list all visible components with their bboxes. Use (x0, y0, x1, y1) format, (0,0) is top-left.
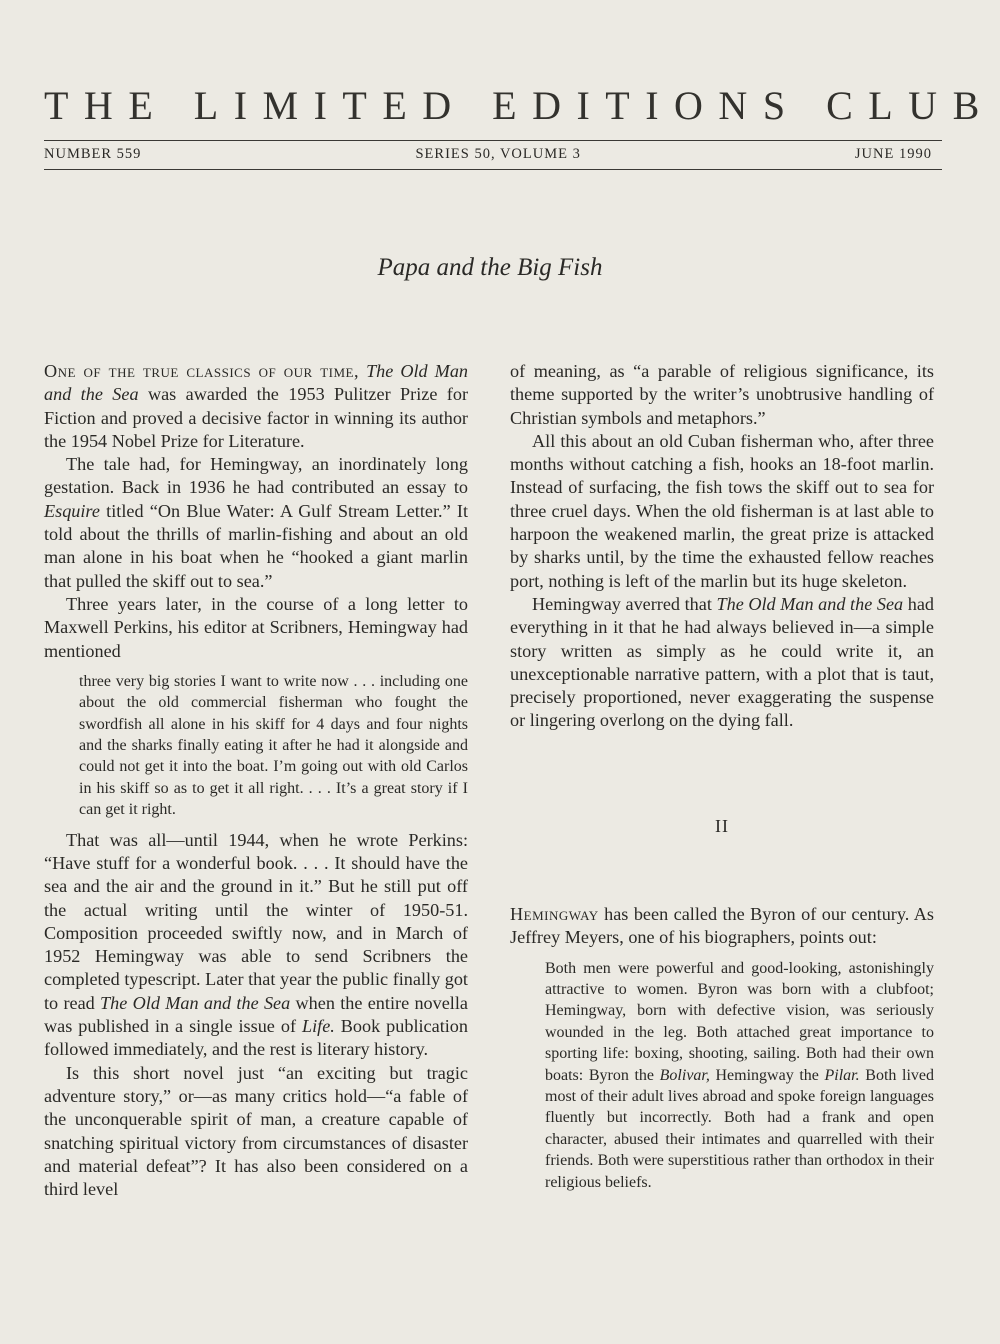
right-column (510, 360, 934, 733)
paragraph (510, 903, 934, 950)
text: Both lived most of their adult lives abroad and spoke foreign languages fluently but incorrectly. Both had a frank and open character, abused their intimates and quarrelled with their friends. Both were superstitious rather than orthodox in their religious beliefs. (545, 1066, 935, 1191)
text: Hemingway the (709, 1066, 825, 1084)
paragraph (44, 453, 468, 593)
book-title: The Old Man and the Sea (716, 593, 904, 614)
text: was awarded the 1953 Pulitzer Prize for Fiction and proved a decisive factor in winning its author the 1954 Nobel Prize for Literature. (44, 384, 469, 451)
block-quote: three very big stories I want to write now . . . including one about the old commercial fisherman who fought the swordfish all alone in his skiff for 4 days and four nights and the sharks finally eating it after he had it alongside and could not get it into the boat. I’m going out with old Carlos in his skiff so as to get it all right. . . . It’s a great story if I can get it right. (79, 672, 468, 819)
magazine-title: Life. (301, 1016, 335, 1037)
issue-info-row (44, 146, 932, 163)
issue-date: JUNE 1990 (854, 146, 932, 162)
section-number: II (715, 816, 729, 836)
right-column-section-two (510, 903, 934, 1201)
text: has been called the Byron of our century. As Jeffrey Meyers, one of his biographers, points out: (510, 904, 934, 948)
issue-number: NUMBER 559 (44, 146, 142, 162)
text: The tale had, for Hemingway, an inordinately long gestation. Back in 1936 he had contributed an essay to (44, 454, 468, 498)
left-column (44, 360, 468, 1201)
text: when the entire novella was published in a single issue of (44, 992, 468, 1037)
paragraph (44, 360, 468, 453)
paragraph (44, 829, 468, 1062)
magazine-title: Esquire (44, 500, 100, 521)
top-rule (44, 140, 942, 141)
paragraph: Three years later, in the course of a long letter to Maxwell Perkins, his editor at Scribners, Hemingway had mentioned (44, 593, 468, 661)
text: Hemingway averred that (532, 593, 717, 614)
article-title: Papa and the Big Fish (377, 254, 603, 281)
boat-name: Pilar. (824, 1066, 860, 1084)
paragraph (510, 593, 934, 733)
masthead: THE LIMITED EDITIONS CLUB (44, 83, 995, 128)
block-quote (545, 958, 934, 1193)
issue-series: SERIES 50, VOLUME 3 (415, 146, 581, 162)
boat-name: Bolivar, (659, 1066, 710, 1084)
paragraph: Is this short novel just “an exciting but tragic adventure story,” or—as many critics hold—“a fable of the unconquerable spirit of man, a creature capable of snatching spiritual victory from circumstances of disaster and material defeat”? It has also been considered on a third level (44, 1062, 468, 1200)
bottom-rule (44, 169, 942, 170)
paragraph: of meaning, as “a parable of religious significance, its theme supported by the writer’s unobtrusive handling of Christian symbols and metaphors.” (510, 361, 934, 428)
text: Both men were powerful and good-looking, astonishingly attractive to women. Byron was born with a clubfoot; Hemingway, born with defective vision, was seriously wounded in the leg. Both attached great importance to sporting life: boxing, shooting, sailing. Both had their own boats: Byron the (545, 959, 934, 1084)
book-title: The Old Man and the Sea (100, 992, 291, 1013)
text: titled “On Blue Water: A Gulf Stream Letter.” It told about the thrills of marlin-fishing and about an old man alone in his boat when he “hooked a giant marlin that pulled the skiff out to sea.” (44, 500, 468, 591)
text: Book publication followed immediately, and the rest is literary history. (44, 1016, 468, 1060)
text: That was all—until 1944, when he wrote Perkins: “Have stuff for a wonderful book. . . . It should have the sea and the air and the ground in it.” But he still put off the actual writing until the winter of 1950-51. Composition proceeded swiftly now, and in March of 1952 Hemingway was able to send Scribners the completed typescript. Later that year the public finally got to read (44, 829, 468, 1013)
lead-in: One of the true classics of our time, (44, 361, 360, 381)
text: had everything in it that he had always believed in—a simple story written as simply as he could write it, an unexceptionable narrative pattern, with a plot that is taut, precisely proportioned, never exaggerating the suspense or lingering overlong on the dying fall. (510, 593, 934, 731)
lead-in: Hemingway (510, 904, 599, 924)
book-title: The Old Man and the Sea (44, 361, 469, 405)
paragraph: All this about an old Cuban fisherman who, after three months without catching a fish, hooks an 18-foot marlin. Instead of surfacing, the fish tows the skiff out to sea for three cruel days. When the old fisherman is at last able to harpoon the weakened marlin, the great prize is attacked by sharks until, by the time the exhausted fellow reaches port, nothing is left of the marlin but its huge skeleton. (510, 430, 934, 591)
